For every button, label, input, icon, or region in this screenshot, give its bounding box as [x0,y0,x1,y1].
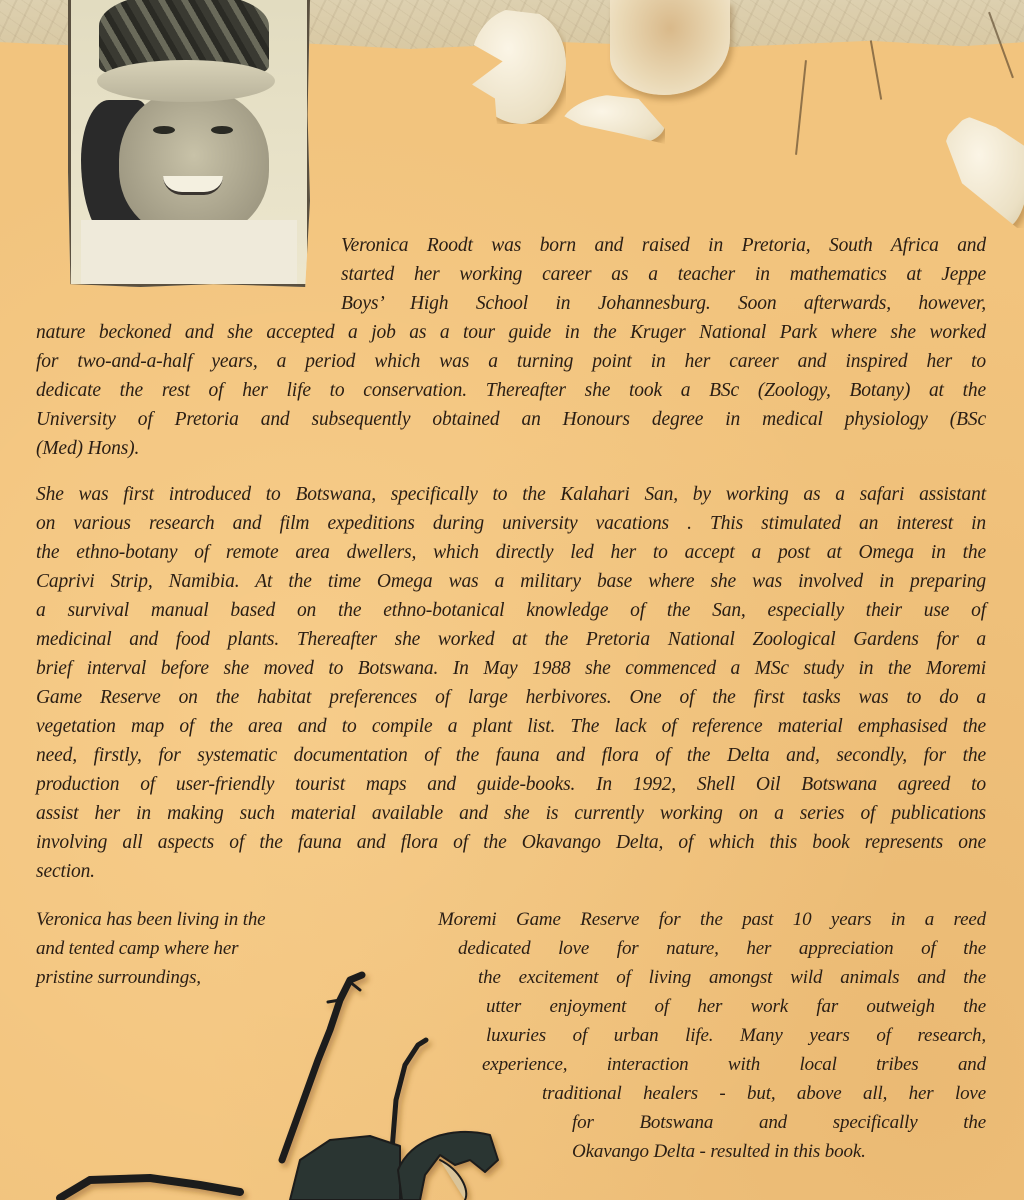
text-line: luxuries of urban life. Many years of research, [486,1025,986,1046]
text-line: and tented camp where her [36,938,239,959]
plaster-crack [870,40,882,99]
text-line: traditional healers - but, above all, her love [542,1083,986,1104]
bio-paragraph-1 [36,231,986,463]
text-line: the ethno-botany of remote area dwellers, which directly led her to accept a post at Omega in the [36,542,986,563]
text-line: assist her in making such material available and she is currently working on a series of publications [36,803,986,824]
text-line: utter enjoyment of her work far outweigh the [486,996,986,1017]
eggshell-fragment-image [560,94,665,144]
text-line: Veronica Roodt was born and raised in Pretoria, South Africa and [341,235,986,256]
eggshell-fragment-image [470,8,566,124]
text-line: nature beckoned and she accepted a job as a tour guide in the Kruger National Park where she worked [36,322,986,343]
text-line: brief interval before she moved to Botswana. In May 1988 she commenced a MSc study in the Moremi [36,658,986,679]
plaster-crack [795,60,807,155]
stag-beetle-image [0,960,560,1200]
text-line: started her working career as a teacher in mathematics at Jeppe [341,264,986,285]
text-line: Veronica has been living in the [36,909,266,930]
text-line: Caprivi Strip, Namibia. At the time Omega was a military base where she was involved in preparing [36,571,986,592]
text-line: Okavango Delta - resulted in this book. [572,1141,866,1162]
text-line: Game Reserve on the habitat preferences of large herbivores. One of the first tasks was to do a [36,687,986,708]
text-line: Moremi Game Reserve for the past 10 years in a reed [438,909,986,930]
text-line: involving all aspects of the fauna and flora of the Okavango Delta, of which this book represents one [36,832,986,853]
text-line: dedicate the rest of her life to conservation. Thereafter she took a BSc (Zoology, Botany) at the [36,380,986,401]
eggshell-fragment-image [610,0,730,95]
bio-paragraph-2 [36,480,986,886]
text-line: Boys’ High School in Johannesburg. Soon afterwards, however, [341,293,986,314]
text-line: pristine surroundings, [36,967,201,988]
text-line: section. [36,861,95,882]
text-line: for two-and-a-half years, a period which was a turning point in her career and inspired her to [36,351,986,372]
text-line: on various research and film expeditions during university vacations . This stimulated an interest in [36,513,986,534]
text-line: production of user-friendly tourist maps and guide-books. In 1992, Shell Oil Botswana agreed to [36,774,986,795]
text-line: She was first introduced to Botswana, specifically to the Kalahari San, by working as a safari assistant [36,484,986,505]
text-line: dedicated love for nature, her appreciation of the [458,938,986,959]
text-line: need, firstly, for systematic documentation of the fauna and flora of the Delta and, secondly, for the [36,745,986,766]
text-line: a survival manual based on the ethno-botanical knowledge of the San, especially their use of [36,600,986,621]
text-line: (Med) Hons). [36,438,140,459]
eggshell-fragment-image [945,116,1024,228]
text-line: vegetation map of the area and to compile a plant list. The lack of reference material emphasised the [36,716,986,737]
text-line: the excitement of living amongst wild animals and the [478,967,986,988]
text-line: University of Pretoria and subsequently obtained an Honours degree in medical physiology (BSc [36,409,986,430]
text-line: for Botswana and specifically the [572,1112,986,1133]
text-line: medicinal and food plants. Thereafter she worked at the Pretoria National Zoological Gardens for a [36,629,986,650]
text-line: experience, interaction with local tribes and [482,1054,986,1075]
